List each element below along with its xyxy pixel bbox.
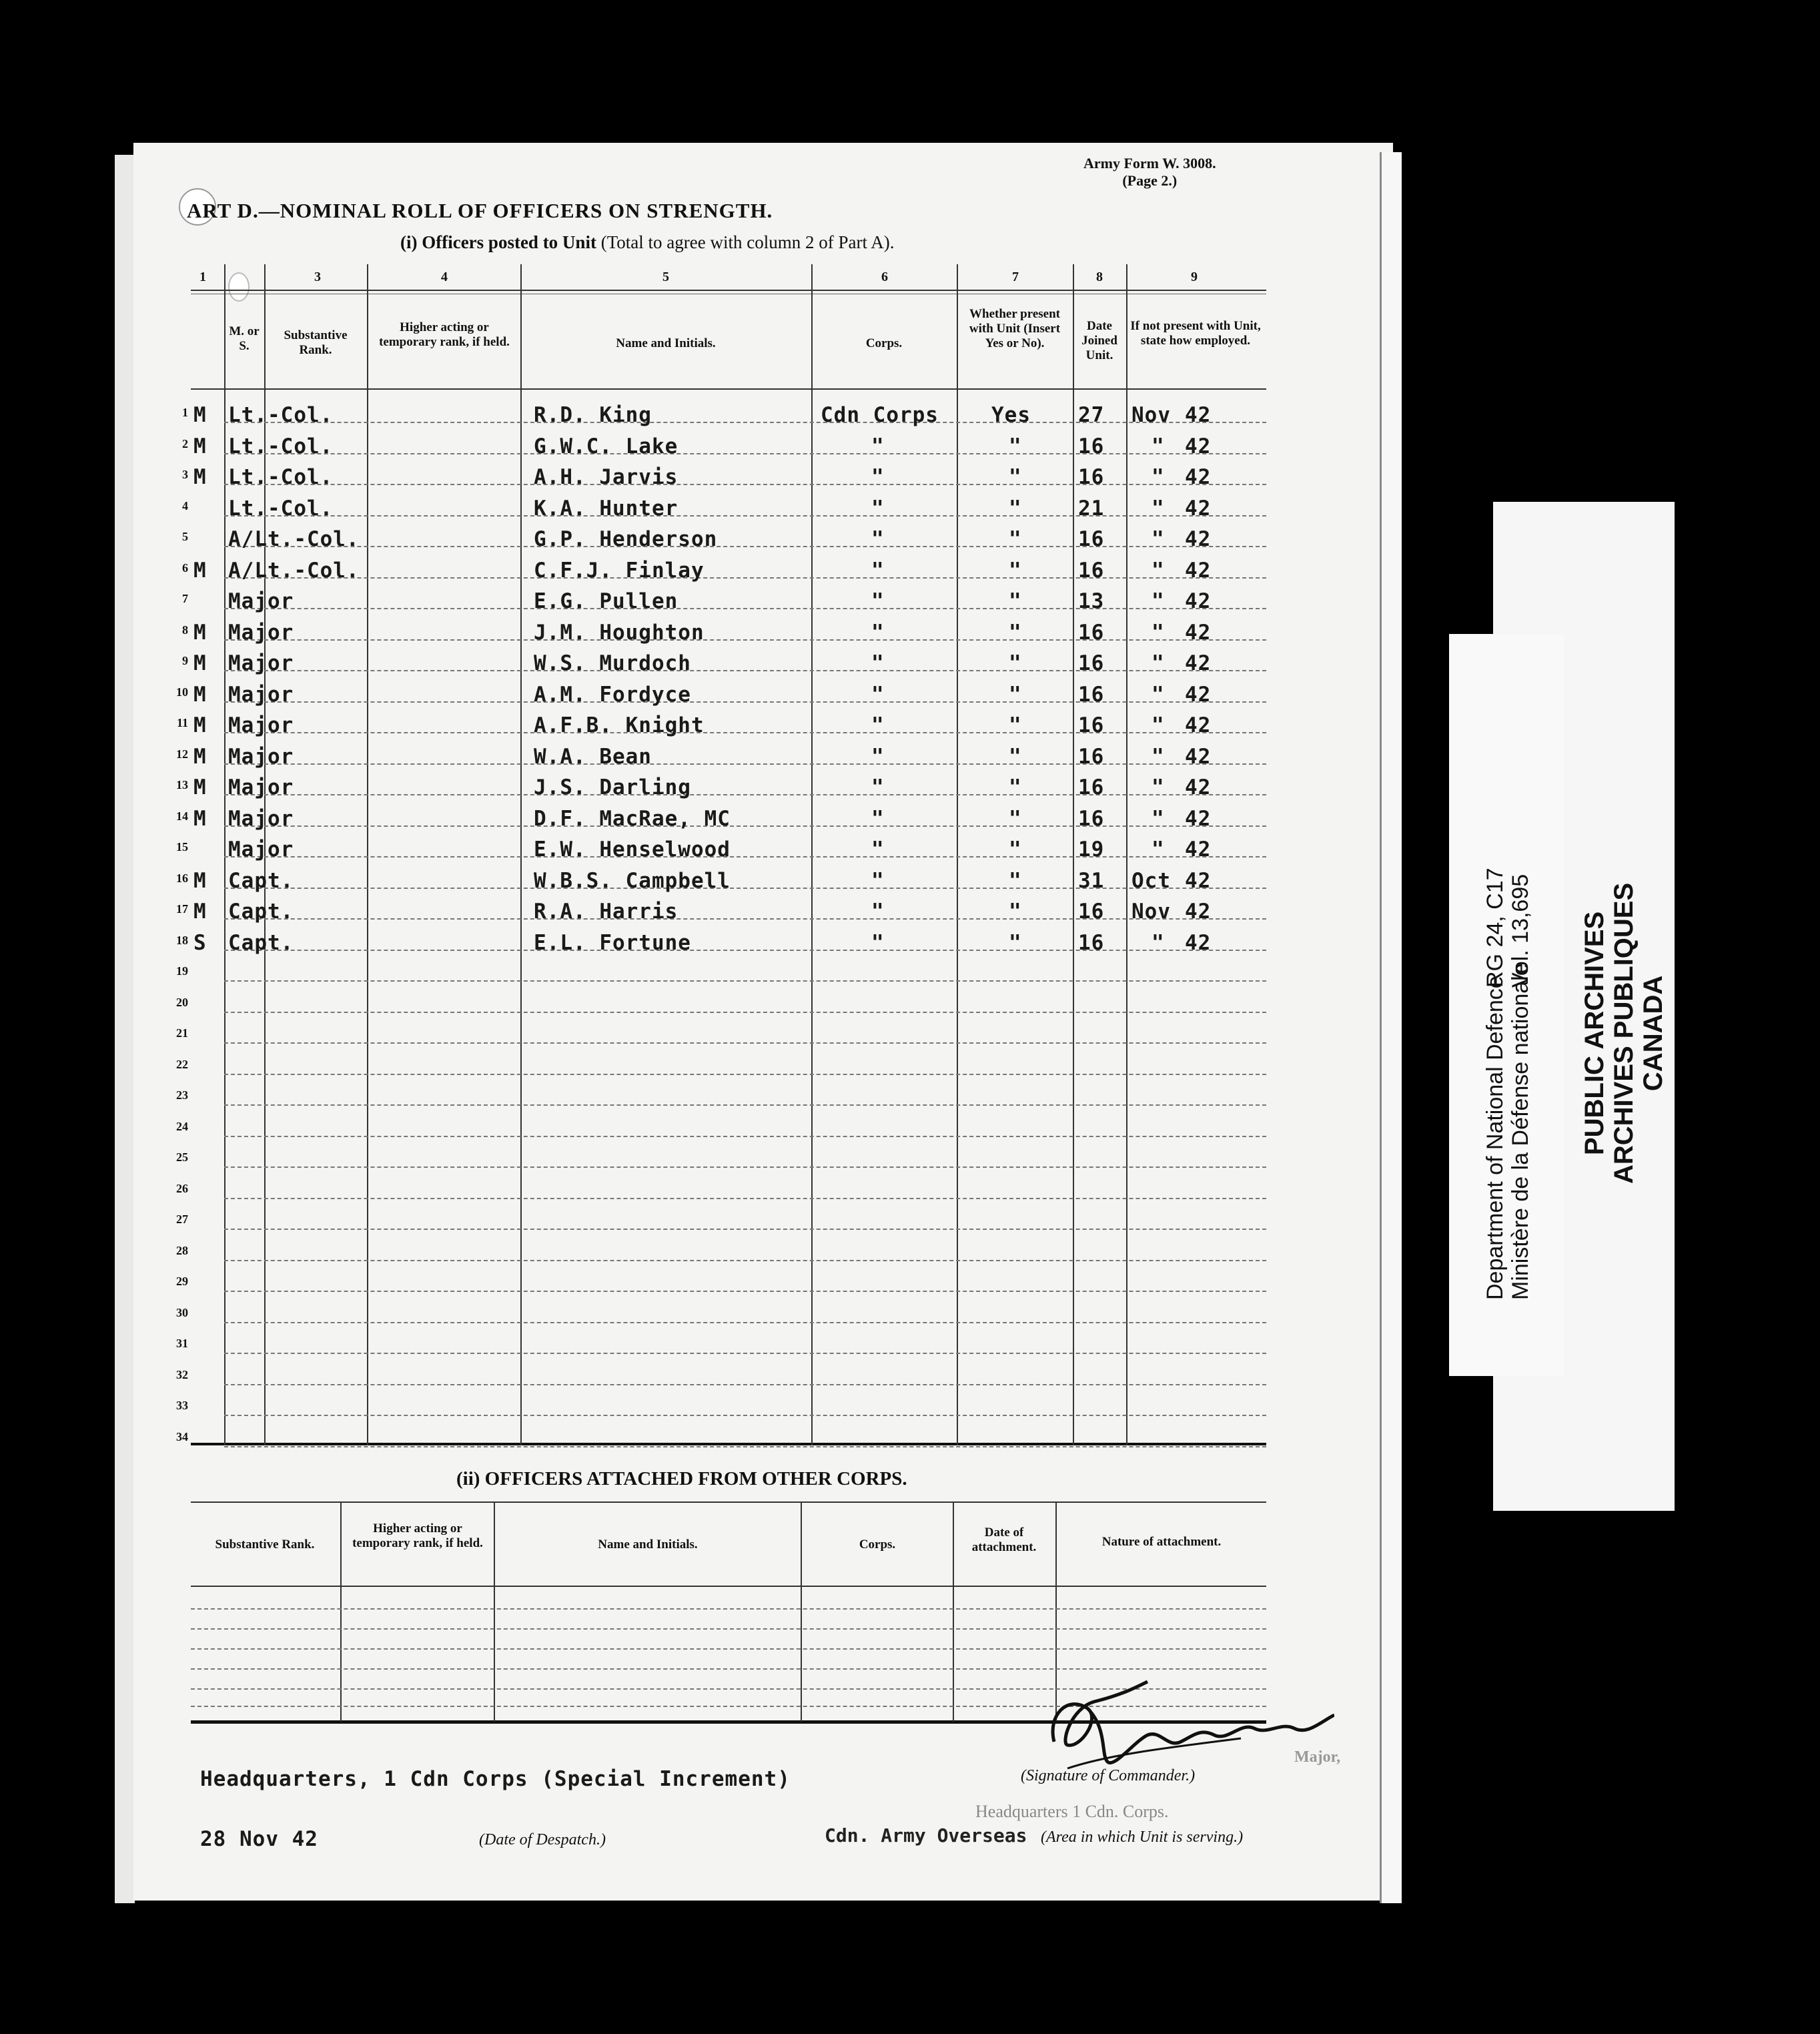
name-cell: J.S. Darling <box>534 775 691 799</box>
date-day-cell: 16 <box>1078 465 1105 489</box>
present-cell: " <box>1009 620 1022 645</box>
table-row <box>224 546 1266 547</box>
date-year-cell: 42 <box>1185 837 1212 862</box>
date-month-cell: Nov <box>1131 403 1171 427</box>
name-cell: D.F. MacRae, MC <box>534 806 731 831</box>
table-rule <box>191 290 1266 291</box>
column-rule <box>1126 264 1127 1445</box>
section-i-note: (Total to agree with column 2 of Part A). <box>600 232 895 252</box>
present-cell: " <box>1009 930 1022 955</box>
table-row <box>224 1260 1266 1261</box>
row-number: 15 <box>176 840 188 854</box>
archive-country: CANADA <box>1639 975 1668 1092</box>
section-i-title <box>400 232 894 253</box>
paper-right-edge <box>1380 152 1402 1903</box>
date-day-cell: 16 <box>1078 775 1105 799</box>
column-rule <box>1073 264 1074 1445</box>
table-row <box>224 1229 1266 1230</box>
rank-cell: Major <box>228 589 294 613</box>
name-cell: W.A. Bean <box>534 744 652 769</box>
ms-cell: M <box>193 651 207 675</box>
present-cell: " <box>1009 775 1022 799</box>
table-row <box>224 1012 1266 1013</box>
rank-cell: Capt. <box>228 930 294 955</box>
attached-header-rank: Substantive Rank. <box>215 1538 315 1552</box>
row-number: 21 <box>176 1026 188 1040</box>
table-row <box>224 422 1266 423</box>
row-number: 10 <box>176 685 188 699</box>
date-year-cell: 42 <box>1185 465 1212 489</box>
officers-posted-table <box>176 264 1266 1445</box>
hq-stamp: Headquarters 1 Cdn. Corps. <box>975 1802 1169 1821</box>
column-rule <box>811 264 813 1445</box>
table-row <box>224 577 1266 579</box>
row-number: 20 <box>176 995 188 1009</box>
table-rule <box>191 1443 1266 1445</box>
table-row <box>224 1384 1266 1385</box>
corps-cell: " <box>871 682 885 707</box>
table-row <box>224 950 1266 951</box>
date-month-cell: Nov <box>1131 900 1171 924</box>
department-en: Department of National Defence <box>1482 976 1508 1300</box>
date-month-cell: " <box>1152 682 1165 707</box>
table-rule <box>191 1586 1266 1587</box>
rank-cell: Major <box>228 744 294 769</box>
present-cell: " <box>1009 837 1022 862</box>
date-year-cell: 42 <box>1185 496 1212 521</box>
ms-cell: M <box>193 620 207 645</box>
table-row <box>224 794 1266 795</box>
table-row <box>224 1074 1266 1075</box>
column-number: 4 <box>441 270 448 284</box>
row-number: 9 <box>182 654 188 667</box>
date-year-cell: 42 <box>1185 527 1212 551</box>
header-higher-rank: Higher acting or temporary rank, if held. <box>379 320 510 349</box>
date-month-cell: " <box>1152 744 1165 769</box>
ms-cell: M <box>193 465 207 489</box>
table-row <box>224 1166 1266 1168</box>
name-cell: E.W. Henselwood <box>534 837 731 862</box>
row-number: 16 <box>176 871 188 885</box>
column-number: 1 <box>199 270 206 284</box>
ms-cell: M <box>193 558 207 583</box>
record-group: RG 24, C17 <box>1482 868 1508 988</box>
row-number: 23 <box>176 1088 188 1102</box>
ms-cell: M <box>193 900 207 924</box>
corps-cell: " <box>871 620 885 645</box>
column-number: 7 <box>1012 270 1019 284</box>
table-row <box>224 856 1266 858</box>
table-rule <box>191 388 1266 390</box>
public-archives-label <box>1580 883 1668 1184</box>
header-present: Whether present with Unit (Insert Yes or No). <box>969 307 1061 350</box>
row-number: 33 <box>176 1399 188 1412</box>
name-cell: G.W.C. Lake <box>534 434 678 458</box>
column-rule <box>957 264 958 1445</box>
form-identifier <box>1083 155 1216 190</box>
rank-cell: Major <box>228 682 294 707</box>
table-row <box>224 453 1266 454</box>
rank-cell: Major <box>228 713 294 737</box>
date-year-cell: 42 <box>1185 620 1212 645</box>
row-number: 1 <box>182 406 188 419</box>
date-month-cell: " <box>1152 806 1165 831</box>
date-day-cell: 16 <box>1078 527 1105 551</box>
corps-cell: " <box>871 589 885 613</box>
date-day-cell: 16 <box>1078 558 1105 583</box>
rank-cell: Major <box>228 806 294 831</box>
present-cell: " <box>1009 527 1022 551</box>
date-month-cell: " <box>1152 496 1165 521</box>
table-row <box>224 1415 1266 1416</box>
row-number: 32 <box>176 1367 188 1381</box>
date-year-cell: 42 <box>1185 713 1212 737</box>
table-row <box>191 1628 1266 1630</box>
table-row <box>224 1291 1266 1292</box>
ms-cell: M <box>193 682 207 707</box>
date-year-cell: 42 <box>1185 403 1212 427</box>
table-row <box>224 825 1266 827</box>
date-month-cell: " <box>1152 775 1165 799</box>
ms-cell: M <box>193 806 207 831</box>
row-number: 27 <box>176 1213 188 1226</box>
name-cell: A.H. Jarvis <box>534 465 678 489</box>
table-row <box>224 1322 1266 1323</box>
column-rule <box>224 264 225 1445</box>
table-row <box>191 1608 1266 1610</box>
column-number: 5 <box>662 270 669 284</box>
present-cell: " <box>1009 713 1022 737</box>
volume-number: Vol. 13,695 <box>1508 874 1533 988</box>
table-row <box>224 732 1266 733</box>
date-year-cell: 42 <box>1185 682 1212 707</box>
attached-header-nature: Nature of attachment. <box>1101 1535 1222 1549</box>
table-row <box>224 484 1266 485</box>
corps-cell: " <box>871 651 885 675</box>
column-rule <box>520 264 522 1445</box>
date-year-cell: 42 <box>1185 434 1212 458</box>
row-number: 6 <box>182 561 188 575</box>
date-year-cell: 42 <box>1185 651 1212 675</box>
row-number: 11 <box>176 716 188 729</box>
table-row <box>224 888 1266 889</box>
table-row <box>224 1104 1266 1106</box>
row-number: 3 <box>182 468 188 481</box>
signer-rank: Major, <box>1294 1748 1341 1766</box>
corps-cell: Cdn Corps <box>821 403 939 427</box>
date-month-cell: " <box>1152 713 1165 737</box>
date-month-cell: Oct <box>1131 868 1171 893</box>
name-cell: W.B.S. Campbell <box>534 868 731 893</box>
name-cell: W.S. Murdoch <box>534 651 691 675</box>
table-row <box>224 1198 1266 1199</box>
header-substantive-rank: Substantive Rank. <box>284 328 348 357</box>
row-number: 17 <box>176 902 188 916</box>
date-month-cell: " <box>1152 837 1165 862</box>
rank-cell: Major <box>228 837 294 862</box>
table-row <box>191 1648 1266 1650</box>
form-number: Army Form W. 3008. <box>1083 155 1216 172</box>
present-cell: " <box>1009 496 1022 521</box>
present-cell: " <box>1009 744 1022 769</box>
corps-cell: " <box>871 868 885 893</box>
date-month-cell: " <box>1152 589 1165 613</box>
date-day-cell: 16 <box>1078 744 1105 769</box>
row-number: 7 <box>182 592 188 605</box>
rank-cell: Major <box>228 775 294 799</box>
table-row <box>224 1353 1266 1354</box>
page-number: (Page 2.) <box>1122 172 1178 189</box>
date-day-cell: 16 <box>1078 620 1105 645</box>
date-day-cell: 31 <box>1078 868 1105 893</box>
table-row <box>224 1136 1266 1137</box>
date-month-cell: " <box>1152 558 1165 583</box>
row-number: 22 <box>176 1057 188 1071</box>
table-row <box>224 1042 1266 1044</box>
name-cell: E.L. Fortune <box>534 930 691 955</box>
date-day-cell: 16 <box>1078 900 1105 924</box>
ms-cell: M <box>193 744 207 769</box>
date-year-cell: 42 <box>1185 806 1212 831</box>
unit-designation: Headquarters, 1 Cdn Corps (Special Increment) <box>200 1767 791 1791</box>
ms-cell: M <box>193 403 207 427</box>
date-day-cell: 19 <box>1078 837 1105 862</box>
archive-name-en: PUBLIC ARCHIVES <box>1580 911 1609 1156</box>
corps-cell: " <box>871 434 885 458</box>
table-row <box>224 701 1266 703</box>
record-reference <box>1482 868 1533 988</box>
date-month-cell: " <box>1152 651 1165 675</box>
date-year-cell: 42 <box>1185 900 1212 924</box>
row-number: 19 <box>176 964 188 978</box>
section-i-heading: (i) Officers posted to Unit <box>400 232 596 252</box>
column-rule <box>367 264 368 1445</box>
date-day-cell: 27 <box>1078 403 1105 427</box>
row-number: 14 <box>176 809 188 823</box>
despatch-date-label: (Date of Despatch.) <box>479 1831 606 1848</box>
name-cell: G.P. Henderson <box>534 527 718 551</box>
paper-left-edge <box>115 155 135 1903</box>
name-cell: R.D. King <box>534 403 652 427</box>
department-label <box>1482 963 1533 1300</box>
column-number: 6 <box>881 270 888 284</box>
despatch-date: 28 Nov 42 <box>200 1827 318 1851</box>
date-day-cell: 16 <box>1078 434 1105 458</box>
ms-cell: M <box>193 868 207 893</box>
rank-cell: Lt.-Col. <box>228 403 334 427</box>
header-corps: Corps. <box>865 336 903 350</box>
ms-cell: S <box>193 930 207 955</box>
corps-cell: " <box>871 930 885 955</box>
date-day-cell: 13 <box>1078 589 1105 613</box>
corps-cell: " <box>871 744 885 769</box>
corps-cell: " <box>871 558 885 583</box>
corps-cell: " <box>871 527 885 551</box>
date-year-cell: 42 <box>1185 558 1212 583</box>
date-day-cell: 16 <box>1078 651 1105 675</box>
present-cell: " <box>1009 868 1022 893</box>
date-day-cell: 21 <box>1078 496 1105 521</box>
part-title: ART D.—NOMINAL ROLL OF OFFICERS ON STRENGTH. <box>187 199 773 222</box>
ms-cell: M <box>193 775 207 799</box>
present-cell: " <box>1009 900 1022 924</box>
department-fr: Ministère de la Défense nationale <box>1508 963 1533 1300</box>
present-cell: " <box>1009 465 1022 489</box>
header-date-joined: Date Joined Unit. <box>1081 319 1117 362</box>
name-cell: K.A. Hunter <box>534 496 678 521</box>
name-cell: J.M. Houghton <box>534 620 705 645</box>
rank-cell: A/Lt.-Col. <box>228 558 360 583</box>
row-number: 34 <box>176 1429 188 1443</box>
rank-cell: Capt. <box>228 900 294 924</box>
ms-cell: M <box>193 713 207 737</box>
date-year-cell: 42 <box>1185 775 1212 799</box>
date-day-cell: 16 <box>1078 682 1105 707</box>
present-cell: " <box>1009 682 1022 707</box>
date-month-cell: " <box>1152 527 1165 551</box>
header-not-present: If not present with Unit, state how employed. <box>1130 319 1261 348</box>
table-row <box>224 763 1266 765</box>
row-number: 31 <box>176 1337 188 1350</box>
name-cell: A.M. Fordyce <box>534 682 691 707</box>
present-cell: " <box>1009 651 1022 675</box>
table-row <box>224 608 1266 609</box>
name-cell: E.G. Pullen <box>534 589 678 613</box>
corps-cell: " <box>871 465 885 489</box>
rank-cell: Lt.-Col. <box>228 496 334 521</box>
column-number: 9 <box>1191 270 1198 284</box>
date-year-cell: 42 <box>1185 930 1212 955</box>
rank-cell: Capt. <box>228 868 294 893</box>
name-cell: C.F.J. Finlay <box>534 558 705 583</box>
rank-cell: A/Lt.-Col. <box>228 527 360 551</box>
row-number: 4 <box>182 498 188 513</box>
present-cell: " <box>1009 558 1022 583</box>
row-number: 29 <box>176 1275 188 1288</box>
corps-cell: " <box>871 496 885 521</box>
corps-cell: " <box>871 775 885 799</box>
attached-header-name: Name and Initials. <box>598 1538 698 1552</box>
date-year-cell: 42 <box>1185 744 1212 769</box>
date-day-cell: 16 <box>1078 930 1105 955</box>
corps-cell: " <box>871 806 885 831</box>
corps-cell: " <box>871 713 885 737</box>
rank-cell: Lt.-Col. <box>228 434 334 458</box>
date-month-cell: " <box>1152 434 1165 458</box>
row-number: 12 <box>176 747 188 761</box>
row-number: 28 <box>176 1243 188 1257</box>
row-number: 2 <box>182 436 188 450</box>
date-year-cell: 42 <box>1185 589 1212 613</box>
name-cell: R.A. Harris <box>534 900 678 924</box>
date-month-cell: " <box>1152 465 1165 489</box>
signature-label: (Signature of Commander.) <box>1021 1767 1196 1784</box>
attached-header-date: Date of attachment. <box>971 1526 1037 1554</box>
name-cell: A.F.B. Knight <box>534 713 705 737</box>
header-ms: M. or S. <box>229 324 260 353</box>
row-number: 8 <box>182 623 188 637</box>
row-number: 25 <box>176 1150 188 1164</box>
header-name: Name and Initials. <box>616 336 716 350</box>
rank-cell: Major <box>228 620 294 645</box>
table-row <box>224 639 1266 641</box>
date-day-cell: 16 <box>1078 806 1105 831</box>
corps-cell: " <box>871 900 885 924</box>
rank-cell: Major <box>228 651 294 675</box>
row-number: 24 <box>176 1119 188 1133</box>
present-cell: " <box>1009 589 1022 613</box>
table-row <box>224 918 1266 920</box>
row-number: 30 <box>176 1305 188 1319</box>
area-label: (Area in which Unit is serving.) <box>1041 1828 1244 1846</box>
rank-cell: Lt.-Col. <box>228 465 334 489</box>
attached-header-corps: Corps. <box>859 1538 896 1552</box>
table-row <box>224 670 1266 671</box>
column-number: 3 <box>314 270 321 284</box>
column-number: 8 <box>1096 270 1103 284</box>
row-number: 26 <box>176 1181 188 1195</box>
section-ii-title: (ii) OFFICERS ATTACHED FROM OTHER CORPS. <box>456 1468 907 1489</box>
date-month-cell: " <box>1152 930 1165 955</box>
table-row <box>224 515 1266 517</box>
ms-cell: M <box>193 434 207 458</box>
row-number: 18 <box>176 933 188 947</box>
present-cell: Yes <box>991 403 1031 427</box>
table-row <box>224 1446 1266 1447</box>
area-typed: Cdn. Army Overseas <box>825 1824 1027 1846</box>
date-year-cell: 42 <box>1185 868 1212 893</box>
present-cell: " <box>1009 806 1022 831</box>
table-row <box>224 980 1266 982</box>
row-number: 13 <box>176 778 188 791</box>
present-cell: " <box>1009 434 1022 458</box>
row-number: 5 <box>182 530 188 543</box>
attached-header-higher-rank: Higher acting or temporary rank, if held. <box>352 1521 483 1550</box>
date-month-cell: " <box>1152 620 1165 645</box>
table-rule <box>191 1501 1266 1503</box>
archive-name-fr: ARCHIVES PUBLIQUES <box>1609 882 1639 1184</box>
date-day-cell: 16 <box>1078 713 1105 737</box>
corps-cell: " <box>871 837 885 862</box>
